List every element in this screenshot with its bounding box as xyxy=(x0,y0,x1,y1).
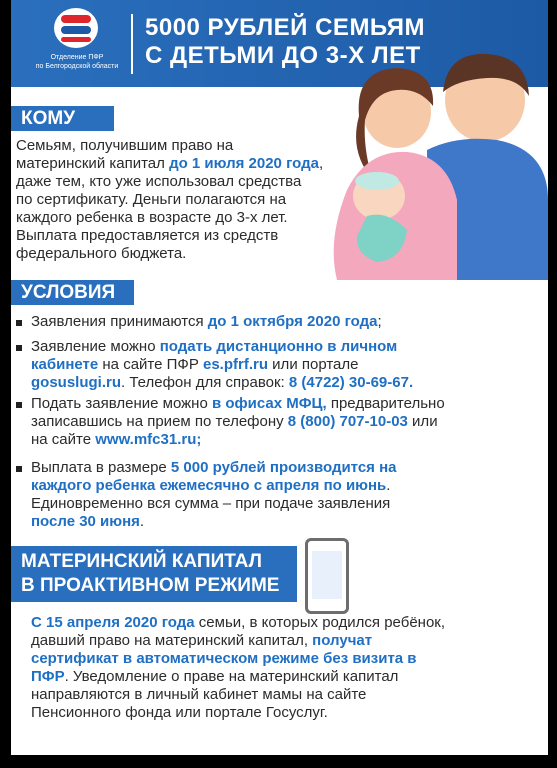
pfr-logo xyxy=(31,6,123,81)
condition-item: Заявление можно подать дистанционно в личном кабинете на сайте ПФР es.pfrf.ru или портале gosuslugi.ru. Телефон для справок: 8 (4722) 30-69-67. xyxy=(31,338,414,391)
section-label-usloviya: УСЛОВИЯ xyxy=(11,280,134,305)
komu-text: Семьям, получившим право на материнский капитал до 1 июля 2020 года, даже тем, кто уже использовал средства по сертификату. Деньги полагаются на каждого ребенка в возрасте до 3-х лет. Выплата предоставляется из средств федерального бюджета. xyxy=(16,137,324,262)
condition-item: Подать заявление можно в офисах МФЦ, предварительно записавшись на прием по телефону 8 (800) 707-10-03 или на сайте www.mfc31.ru; xyxy=(31,395,445,448)
bullet-icon xyxy=(16,320,22,326)
bullet-icon xyxy=(16,345,22,351)
page-title: 5000 РУБЛЕЙ СЕМЬЯМ С ДЕТЬМИ ДО 3-Х ЛЕТ xyxy=(145,14,426,69)
section-label-matkap: МАТЕРИНСКИЙ КАПИТАЛ В ПРОАКТИВНОМ РЕЖИМЕ xyxy=(11,546,297,602)
bullet-icon xyxy=(16,466,22,472)
matkap-text: С 15 апреля 2020 года семьи, в которых родился ребёнок, давший право на материнский капитал, получат сертификат в автоматическом режиме без визита в ПФР. Уведомление о праве на материнский капитал направляются в личный кабинет мамы на сайте Пенсионного фонда или портале Госуслуг. xyxy=(31,614,446,721)
condition-item: Выплата в размере 5 000 рублей производится на каждого ребенка ежемесячно с апреля по июнь. Единовременно вся сумма – при подаче заявления после 30 июня. xyxy=(31,459,397,530)
section-label-komu: КОМУ xyxy=(11,106,114,131)
pfr-emblem-icon xyxy=(54,8,98,48)
phone-icon xyxy=(305,538,349,614)
leaflet-page xyxy=(11,0,548,755)
logo-caption: Отделение ПФР по Белгородской области xyxy=(35,54,119,70)
bullet-icon xyxy=(16,402,22,408)
condition-item: Заявления принимаются до 1 октября 2020 года; xyxy=(31,313,382,330)
header-divider xyxy=(131,14,133,74)
